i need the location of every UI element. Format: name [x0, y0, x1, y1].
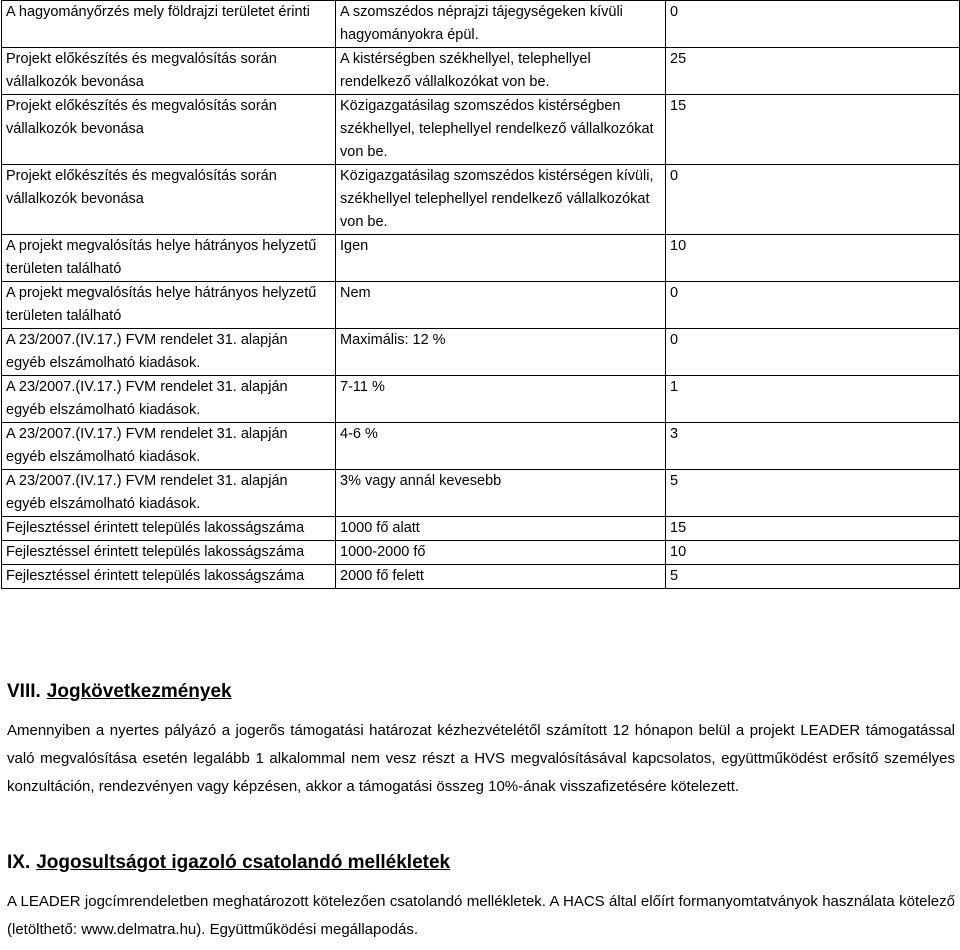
section-title: Jogosultságot igazoló csatolandó mellékletek	[36, 852, 451, 873]
points-cell: 5	[666, 470, 960, 517]
points-cell: 0	[666, 1, 960, 48]
criterion-cell: Projekt előkészítés és megvalósítás során vállalkozók bevonása	[2, 95, 336, 165]
points-cell: 3	[666, 423, 960, 470]
criterion-cell: A projekt megvalósítás helye hátrányos helyzetű területen található	[2, 282, 336, 329]
criterion-cell: Projekt előkészítés és megvalósítás során vállalkozók bevonása	[2, 165, 336, 235]
points-cell: 5	[666, 565, 960, 589]
table-row	[2, 423, 960, 470]
points-cell: 10	[666, 541, 960, 565]
condition-cell: Maximális: 12 %	[336, 329, 666, 376]
condition-cell: A kistérségben székhellyel, telephellyel rendelkező vállalkozókat von be.	[336, 48, 666, 95]
section-required-attachments	[7, 852, 955, 944]
criterion-cell: Fejlesztéssel érintett település lakosságszáma	[2, 565, 336, 589]
criterion-cell: A 23/2007.(IV.17.) FVM rendelet 31. alapján egyéb elszámolható kiadások.	[2, 470, 336, 517]
criterion-cell: A 23/2007.(IV.17.) FVM rendelet 31. alapján egyéb elszámolható kiadások.	[2, 329, 336, 376]
points-cell: 0	[666, 165, 960, 235]
section-heading	[7, 852, 955, 874]
section-paragraph: A LEADER jogcímrendeletben meghatározott kötelezően csatolandó mellékletek. A HACS által előírt formanyomtatványok használata kötelező (letölthető: www.delmatra.hu). Együttműködési megállapodás.	[7, 893, 955, 938]
condition-cell: 3% vagy annál kevesebb	[336, 470, 666, 517]
criterion-cell: A 23/2007.(IV.17.) FVM rendelet 31. alapján egyéb elszámolható kiadások.	[2, 423, 336, 470]
points-cell: 10	[666, 235, 960, 282]
table-row	[2, 95, 960, 165]
table-row	[2, 376, 960, 423]
table-row	[2, 48, 960, 95]
condition-cell: 2000 fő felett	[336, 565, 666, 589]
criterion-cell: A hagyományőrzés mely földrajzi területet érinti	[2, 1, 336, 48]
points-cell: 1	[666, 376, 960, 423]
table-row	[2, 565, 960, 589]
table-row	[2, 282, 960, 329]
condition-cell: A szomszédos néprajzi tájegységeken kívüli hagyományokra épül.	[336, 1, 666, 48]
points-cell: 0	[666, 329, 960, 376]
table-row	[2, 517, 960, 541]
section-number: IX.	[7, 852, 31, 873]
section-title: Jogkövetkezmények	[46, 681, 232, 702]
table-row	[2, 541, 960, 565]
condition-cell: 7-11 %	[336, 376, 666, 423]
criterion-cell: A 23/2007.(IV.17.) FVM rendelet 31. alapján egyéb elszámolható kiadások.	[2, 376, 336, 423]
condition-cell: Igen	[336, 235, 666, 282]
condition-cell: Közigazgatásilag szomszédos kistérségben székhellyel, telephellyel rendelkező vállalkozókat von be.	[336, 95, 666, 165]
criterion-cell: Fejlesztéssel érintett település lakosságszáma	[2, 541, 336, 565]
scoring-table-body	[2, 1, 960, 589]
condition-cell: 4-6 %	[336, 423, 666, 470]
criterion-cell: Projekt előkészítés és megvalósítás során vállalkozók bevonása	[2, 48, 336, 95]
section-number: VIII.	[7, 681, 41, 702]
section-heading	[7, 681, 955, 703]
points-cell: 15	[666, 517, 960, 541]
section-paragraph: Amennyiben a nyertes pályázó a jogerős támogatási határozat kézhezvételétől számított 12 hónapon belül a projekt LEADER támogatással való megvalósítása esetén legalább 1 alkalommal nem vesz részt a HVS megvalósításával kapcsolatos, együttműködést erősítő személyes konzultáción, rendezvényen vagy képzésen, akkor a támogatási összeg 10%-ának visszafizetésére kötelezett.	[7, 722, 955, 795]
table-row	[2, 329, 960, 376]
scoring-table	[1, 0, 960, 589]
table-row	[2, 165, 960, 235]
condition-cell: Közigazgatásilag szomszédos kistérségen kívüli, székhellyel telephellyel rendelkező vállalkozókat von be.	[336, 165, 666, 235]
points-cell: 0	[666, 282, 960, 329]
table-row	[2, 235, 960, 282]
section-legal-consequences	[7, 681, 955, 801]
condition-cell: Nem	[336, 282, 666, 329]
criterion-cell: A projekt megvalósítás helye hátrányos helyzetű területen található	[2, 235, 336, 282]
table-row	[2, 1, 960, 48]
condition-cell: 1000 fő alatt	[336, 517, 666, 541]
table-row	[2, 470, 960, 517]
points-cell: 25	[666, 48, 960, 95]
criterion-cell: Fejlesztéssel érintett település lakosságszáma	[2, 517, 336, 541]
condition-cell: 1000-2000 fő	[336, 541, 666, 565]
points-cell: 15	[666, 95, 960, 165]
